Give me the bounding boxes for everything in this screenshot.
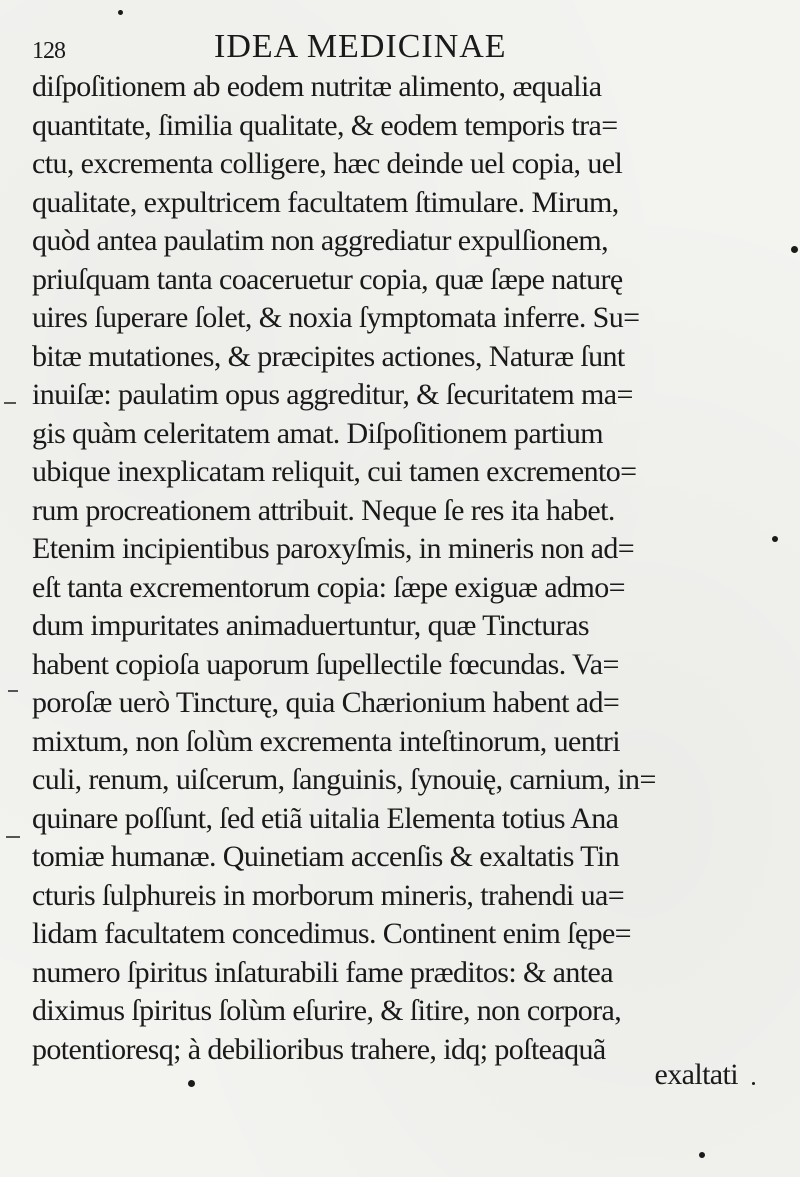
page-header — [32, 26, 772, 70]
text-line: ubique inexplicatam reliquit, cui tamen excremento= — [32, 455, 637, 488]
text-line: potentioresq; à debilioribus trahere, idq; poſteaquã — [32, 1032, 606, 1066]
text-line: numero ſpiritus inſaturabili fame præditos: & antea — [32, 955, 613, 989]
text-line: quantitate, ſimilia qualitate, & eodem temporis tra= — [32, 108, 618, 142]
text-line: priuſquam tanta coaceruetur copia, quæ ſæpe naturę — [32, 262, 623, 296]
text-line: diſpoſitionem ab eodem nutritæ alimento, æqualia — [32, 70, 602, 103]
ink-speck — [791, 246, 798, 253]
text-line: mixtum, non ſolùm excrementa inteſtinorum, uentri — [32, 724, 620, 758]
text-line: tomiæ humanæ. Quinetiam accenſis & exaltatis Tin — [32, 840, 619, 873]
text-line: bitæ mutationes, & præcipites actiones, Naturæ ſunt — [32, 339, 625, 373]
text-line: inuiſæ: paulatim opus aggreditur, & ſecuritatem ma= — [32, 378, 633, 411]
text-line: diximus ſpiritus ſolùm eſurire, & ſitire, non corpora, — [32, 994, 622, 1027]
running-title: IDEA MEDICINAE — [214, 28, 507, 65]
text-line: culi, renum, uiſcerum, ſanguinis, ſynouię, carnium, in= — [32, 763, 656, 796]
text-line: uires ſuperare ſolet, & noxia ſymptomata inferre. Su= — [32, 301, 640, 334]
text-line: lidam facultatem concedimus. Continent enim ſępe= — [32, 917, 632, 950]
margin-mark — [8, 690, 18, 692]
text-line: ctu, excrementa colligere, hæc deinde uel copia, uel — [32, 147, 623, 180]
text-line: rum procreationem attribuit. Neque ſe res ita habet. — [32, 493, 615, 527]
margin-mark — [6, 836, 20, 838]
ink-speck — [752, 1082, 755, 1085]
ink-speck — [188, 1080, 195, 1087]
text-line: gis quàm celeritatem amat. Diſpoſitionem partium — [32, 416, 604, 450]
text-line: Etenim incipientibus paroxyſmis, in mineris non ad= — [32, 532, 635, 565]
margin-mark — [4, 402, 16, 404]
ink-speck — [772, 536, 778, 542]
ink-speck — [118, 10, 123, 15]
catchword: exaltati — [654, 1058, 738, 1091]
ink-speck — [699, 1152, 705, 1158]
text-line: eſt tanta excrementorum copia: ſæpe exiguæ admo= — [32, 570, 625, 604]
body-text — [32, 68, 772, 1069]
text-line: quinare poſſunt, ſed etiã uitalia Elementa totius Ana — [32, 801, 619, 835]
page-number: 128 — [32, 38, 65, 64]
text-line: cturis ſulphureis in morborum mineris, trahendi ua= — [32, 878, 625, 912]
text-line: dum impuritates animaduertuntur, quæ Tincturas — [32, 609, 589, 642]
text-line: habent copioſa uaporum ſupellectile fœcundas. Va= — [32, 647, 619, 681]
text-line: poroſæ uerò Tincturę, quia Chærionium habent ad= — [32, 686, 620, 719]
text-line: quòd antea paulatim non aggrediatur expulſionem, — [32, 224, 609, 257]
text-line: qualitate, expultricem facultatem ſtimulare. Mirum, — [32, 185, 619, 219]
